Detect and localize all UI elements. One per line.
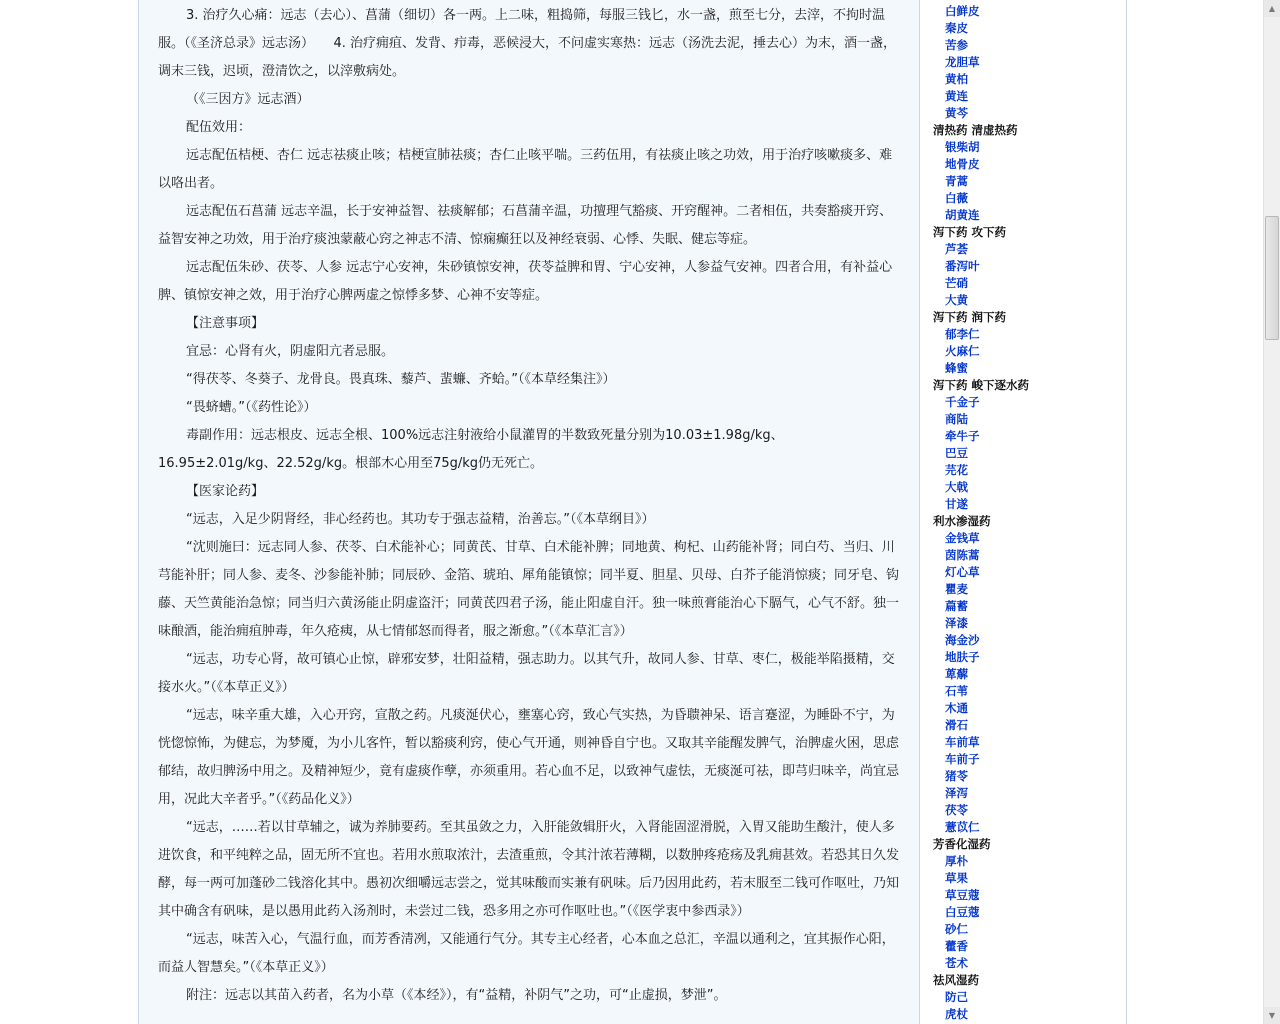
- herb-link[interactable]: 火麻仁: [945, 344, 980, 358]
- herb-link[interactable]: 黄连: [945, 89, 968, 103]
- herb-link[interactable]: 芒硝: [945, 276, 968, 290]
- paragraph: （《三因方》远志酒）: [186, 92, 310, 107]
- herb-link[interactable]: 芦荟: [945, 242, 968, 256]
- scrollbar-thumb[interactable]: [1265, 216, 1279, 340]
- paragraph: 【注意事项】: [186, 316, 265, 331]
- herb-link[interactable]: 郁李仁: [945, 327, 980, 341]
- herb-link[interactable]: 草果: [945, 871, 968, 885]
- herb-link[interactable]: 黄柏: [945, 72, 968, 86]
- herb-link[interactable]: 巴豆: [945, 446, 968, 460]
- paragraph: “远志，味苦入心，气温行血，而芳香清冽，又能通行气分。其专主心经者，心本血之总汇，辛温以通利之，宜其振作心阳，而益人智慧矣。”（《本草正义》）: [158, 932, 895, 975]
- paragraph: 宜忌：心肾有火，阴虚阳亢者忌服。: [186, 344, 395, 359]
- category-heading: 芳香化湿药: [933, 837, 991, 851]
- herb-link[interactable]: 猪苓: [945, 769, 968, 783]
- paragraph: “远志，……若以甘草辅之，诚为养肺要药。至其虽敛之力，入肝能敛辑肝火，入肾能固涩滑脱，入胃又能助生酸汁，使人多进饮食，和平纯粹之品，固无所不宜也。若用水煎取浓汁，去渣重煎，令其汁浓若薄糊，以数肿疼疮疡及乳痈甚效。若恐其日久发酵，每一两可加蓬砂二钱溶化其中。愚初次细嚼远志尝之，觉其味酸而实兼有矾味。后乃因用此药，若末服至二钱可作呕吐，乃知其中确含有矾味，是以愚用此药入汤剂时，未尝过二钱，恐多用之亦可作呕吐也。”（《医学衷中参西录》）: [158, 820, 900, 919]
- left-gutter: [0, 0, 138, 1024]
- herb-link[interactable]: 苦参: [945, 38, 968, 52]
- herb-link[interactable]: 白豆蔻: [945, 905, 980, 919]
- paragraph: 配伍效用：: [186, 120, 252, 135]
- herb-index-sidebar: [920, 0, 1127, 1024]
- category-heading: 利水渗湿药: [933, 514, 991, 528]
- herb-link[interactable]: 地骨皮: [945, 157, 980, 171]
- category-heading: 泻下药 峻下逐水药: [933, 378, 1030, 392]
- paragraph: “沈则施曰：远志同人参、茯苓、白术能补心；同黄芪、甘草、白术能补脾；同地黄、枸杞、山药能补肾；同白芍、当归、川芎能补肝；同人参、麦冬、沙参能补肺；同辰砂、金箔、琥珀、犀角能镇惊；同半夏、胆星、贝母、白芥子能消惊痰；同牙皂、钩藤、天竺黄能治急惊；同当归六黄汤能止阴虚盗汗；同黄芪四君子汤，能止阳虚自汗。独一味煎膏能治心下膈气，心气不舒。独一味酿酒，能治痈疽肿毒，年久疮痍，从七情郁怒而得者，服之渐愈。”（《本草汇言》）: [158, 540, 900, 639]
- herb-link[interactable]: 防己: [945, 990, 968, 1004]
- herb-link[interactable]: 黄芩: [945, 106, 968, 120]
- article-pane: [138, 0, 920, 1024]
- category-heading: 清热药 清虚热药: [933, 123, 1018, 137]
- herb-link[interactable]: 草豆蔻: [945, 888, 980, 902]
- herb-link[interactable]: 番泻叶: [945, 259, 980, 273]
- herb-index-list: [933, 3, 1029, 1023]
- herb-link[interactable]: 苍术: [945, 956, 968, 970]
- paragraph: 3. 治疗久心痛：远志（去心）、菖蒲（细切）各一两。上二味，粗捣筛，每服三钱匕，水一盏，煎至七分，去滓，不拘时温服。（《圣济总录》远志汤） 4. 治疗痈疽、发背、疖毒，恶候浸大，不问虚实寒热：远志（汤洗去泥，捶去心）为末，酒一盏，调末三钱，迟顷，澄清饮之，以滓敷病处。: [158, 8, 897, 79]
- paragraph: 远志配伍朱砂、茯苓、人参 远志宁心安神，朱砂镇惊安神，茯苓益脾和胃、宁心安神，人参益气安神。四者合用，有补益心脾、镇惊安神之效，用于治疗心脾两虚之惊悸多梦、心神不安等症。: [158, 260, 893, 303]
- herb-link[interactable]: 龙胆草: [945, 55, 980, 69]
- herb-link[interactable]: 金钱草: [945, 531, 980, 545]
- herb-link[interactable]: 大戟: [945, 480, 968, 494]
- herb-link[interactable]: 地肤子: [945, 650, 980, 664]
- arrow-up-icon[interactable]: ▲: [1264, 0, 1280, 17]
- herb-link[interactable]: 海金沙: [945, 633, 980, 647]
- paragraph: 远志配伍桔梗、杏仁 远志祛痰止咳；桔梗宣肺祛痰；杏仁止咳平喘。三药伍用，有祛痰止咳之功效，用于治疗咳嗽痰多、难以咯出者。: [158, 148, 893, 191]
- herb-link[interactable]: 秦皮: [945, 21, 968, 35]
- herb-link[interactable]: 厚朴: [945, 854, 968, 868]
- herb-link[interactable]: 薏苡仁: [945, 820, 980, 834]
- herb-link[interactable]: 白鲜皮: [945, 4, 980, 18]
- herb-link[interactable]: 茯苓: [945, 803, 968, 817]
- herb-link[interactable]: 千金子: [945, 395, 980, 409]
- herb-link[interactable]: 蜂蜜: [945, 361, 968, 375]
- herb-link[interactable]: 大黄: [945, 293, 968, 307]
- paragraph: “畏蛴螬。”（《药性论》）: [186, 400, 317, 415]
- herb-link[interactable]: 瞿麦: [945, 582, 968, 596]
- herb-link[interactable]: 车前子: [945, 752, 980, 766]
- paragraph: 毒副作用：远志根皮、远志全根、100%远志注射液给小鼠灌胃的半数致死量分别为10.03±1.98g/kg、16.95±2.01g/kg、22.52g/kg。根部木心用至75g/kg仍无死亡。: [158, 428, 784, 471]
- herb-link[interactable]: 商陆: [945, 412, 968, 426]
- paragraph: “远志，功专心肾，故可镇心止惊，辟邪安梦，壮阳益精，强志助力。以其气升，故同人参、甘草、枣仁，极能举陷摄精，交接水火。”（《本草正义》）: [158, 652, 895, 695]
- category-heading: 祛风湿药: [933, 973, 979, 987]
- article-content: [158, 2, 900, 1010]
- herb-link[interactable]: 车前草: [945, 735, 980, 749]
- category-heading: 泻下药 攻下药: [933, 225, 1007, 239]
- paragraph: 远志配伍石菖蒲 远志辛温，长于安神益智、祛痰解郁；石菖蒲辛温，功擅理气豁痰、开窍醒神。二者相伍，共奏豁痰开窍、益智安神之功效，用于治疗痰浊蒙蔽心窍之神志不清、惊痫癫狂以及神经衰弱、心悸、失眠、健忘等症。: [158, 204, 893, 247]
- herb-link[interactable]: 藿香: [945, 939, 968, 953]
- category-heading: 泻下药 润下药: [933, 310, 1007, 324]
- herb-link[interactable]: 木通: [945, 701, 968, 715]
- arrow-down-icon[interactable]: ▼: [1264, 1007, 1280, 1024]
- paragraph: “远志，入足少阴肾经，非心经药也。其功专于强志益精，治善忘。”（《本草纲目》）: [186, 512, 655, 527]
- herb-link[interactable]: 灯心草: [945, 565, 980, 579]
- herb-link[interactable]: 白薇: [945, 191, 968, 205]
- herb-link[interactable]: 甘遂: [945, 497, 968, 511]
- herb-link[interactable]: 牵牛子: [945, 429, 980, 443]
- herb-link[interactable]: 青蒿: [945, 174, 968, 188]
- herb-link[interactable]: 胡黄连: [945, 208, 980, 222]
- herb-link[interactable]: 石苇: [945, 684, 968, 698]
- paragraph: “得茯苓、冬葵子、龙骨良。畏真珠、藜芦、蜚蠊、齐蛤。”（《本草经集注》）: [186, 372, 616, 387]
- herb-link[interactable]: 砂仁: [945, 922, 968, 936]
- herb-link[interactable]: 银柴胡: [945, 140, 980, 154]
- right-gutter: [1127, 0, 1263, 1024]
- paragraph: 【医家论药】: [186, 484, 265, 499]
- paragraph: 附注：远志以其苗入药者，名为小草（《本经》），有“益精，补阴气”之功，可“止虚损，梦泄”。: [186, 988, 727, 1003]
- herb-link[interactable]: 茵陈蒿: [945, 548, 980, 562]
- paragraph: “远志，味辛重大雄，入心开窍，宣散之药。凡痰涎伏心，壅塞心窍，致心气实热，为昏聩神呆、语言蹇涩，为睡卧不宁，为恍惚惊怖，为健忘，为梦魇，为小儿客忤，暂以豁痰利窍，使心气开通，则神昏自宁也。又取其辛能醒发脾气，治脾虚火困，思虑郁结，故归脾汤中用之。及精神短少，竟有虚痰作孽，亦须重用。若心血不足，以致神气虚怯，无痰涎可祛，即芎归味辛，尚宜忌用，况此大辛者乎。”（《药品化义》）: [158, 708, 900, 807]
- vertical-scrollbar[interactable]: [1263, 0, 1280, 1024]
- herb-link[interactable]: 泽泻: [945, 786, 968, 800]
- herb-link[interactable]: 滑石: [945, 718, 968, 732]
- herb-link[interactable]: 虎杖: [945, 1007, 968, 1021]
- herb-link[interactable]: 芫花: [945, 463, 968, 477]
- herb-link[interactable]: 萹蓄: [945, 599, 968, 613]
- herb-link[interactable]: 泽漆: [945, 616, 968, 630]
- herb-link[interactable]: 萆薢: [945, 667, 968, 681]
